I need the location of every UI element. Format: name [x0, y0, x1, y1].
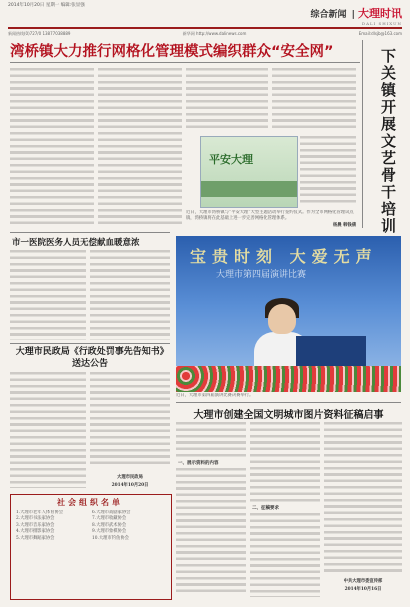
- list-item: 9.大理市象棋协会: [92, 529, 127, 535]
- hospital-article-col-1: [10, 250, 86, 340]
- contest-title: 大理市创建全国文明城市图片资料征稿启事: [193, 410, 384, 421]
- contest-issuer: 中共大理市委宣传部: [343, 579, 383, 584]
- speaker: [268, 304, 296, 334]
- contest-col-2a: [250, 422, 320, 502]
- lead-article-col-4: [272, 68, 356, 132]
- list-item: 8.大理市武术协会: [92, 522, 127, 528]
- list-item: 10.大理市钓鱼协会: [92, 535, 129, 541]
- stage-sub-text: 大理市第四届演讲比赛: [216, 270, 307, 280]
- list-item: 3.大理市音乐家协会: [16, 522, 55, 528]
- masthead: 综合新闻 | 大理时讯 DALI SHIXUN: [310, 7, 402, 26]
- notice-col-2: [90, 372, 170, 468]
- list-item: 1.大理市老年人体育协会: [16, 510, 64, 515]
- hospital-article-col-2: [90, 250, 170, 340]
- hotline: 新闻热线(0)727/0 13877038889: [8, 31, 71, 36]
- list-item: 4.大理市摄影家协会: [16, 529, 55, 535]
- org-list-col-2: [92, 510, 166, 594]
- list-item: 6.大理市戏剧家协会: [92, 510, 131, 515]
- list-item: 2.大理市书法家协会: [16, 516, 55, 522]
- safe-dali-photo: [200, 136, 298, 208]
- list-item: 7.大理市收藏协会: [92, 516, 127, 522]
- brand-logo: 大理时讯: [358, 7, 402, 20]
- photo2-caption: 近日，大理市第四届演讲比赛决赛举行。: [176, 393, 254, 398]
- headline-rule: [10, 62, 360, 63]
- lead-headline: 湾桥镇大力推行网格化管理模式编织群众“安全网”: [10, 44, 334, 60]
- notice-col-1: [10, 372, 86, 488]
- contest-section-1: 一、展示资料的内容: [178, 461, 219, 466]
- contest-date: 2014年10月16日: [344, 587, 382, 592]
- contest-section-2: 二、征稿要求: [252, 506, 279, 511]
- notice-title: 大理市民政局《行政处罚事先告知书》送达公告: [15, 347, 165, 369]
- photo1-caption: 近日，大理市湾桥镇与“平安大理”大型主题活动举行签约仪式。作为全市网格化管理试点镇，湾桥镇将在此基础上进一步完善网格化管理体系。: [186, 210, 354, 221]
- org-list-title: 社会组织名单: [57, 498, 123, 507]
- flower-arrangement: [176, 366, 401, 392]
- brand-en: DALI SHIXUN: [361, 21, 402, 26]
- contest-col-1a: [176, 422, 246, 458]
- website: 新华网 http://www.dalinews.com: [182, 31, 247, 36]
- contest-col-2b: [250, 513, 320, 597]
- speech-contest-photo: [176, 236, 401, 392]
- training-byline: 杨晨 韩钱倩: [333, 223, 356, 228]
- date-page: 2014年10月20日 星期一 编辑:张显强: [8, 3, 85, 8]
- contact-bar: [8, 31, 402, 37]
- lead-article-col-2: [98, 68, 182, 228]
- lead-article-col-3: [186, 68, 268, 132]
- stage-banner-text: 宝贵时刻 大爱无声: [190, 247, 378, 266]
- org-list-col-1: [16, 510, 88, 594]
- notice-issuer: 大理市民政局: [117, 475, 143, 480]
- notice-date: 2014年10月20日: [111, 483, 149, 488]
- page-header-left: [8, 3, 85, 9]
- lead-article-col-5: [300, 136, 356, 206]
- contest-col-1b: [176, 468, 246, 596]
- masthead-rule: [8, 27, 402, 29]
- training-article-title: 下关镇开展文艺骨干培训: [379, 48, 397, 235]
- lead-article-col-1: [10, 68, 94, 228]
- photo-banner-text: 平安大理: [209, 153, 253, 166]
- list-item: 5.大理市舞蹈家协会: [16, 535, 55, 541]
- column-divider: [362, 40, 363, 228]
- email: Email:dlsjb@163.com: [358, 31, 402, 36]
- section-name: 综合新闻: [310, 10, 347, 20]
- hospital-article-title: 市一医院医务人员无偿献血暖意浓: [12, 238, 140, 248]
- contest-col-3: [324, 422, 402, 572]
